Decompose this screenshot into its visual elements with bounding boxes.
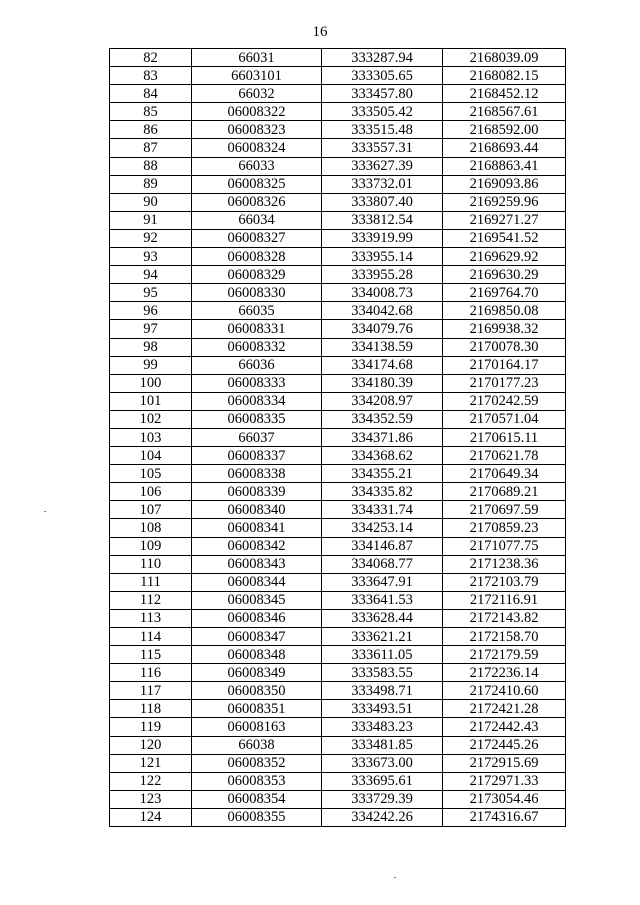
point-id-cell: 06008332 bbox=[192, 338, 322, 356]
point-number-cell: 100 bbox=[110, 374, 192, 392]
y-coordinate-cell: 2168452.12 bbox=[443, 85, 566, 103]
table-row bbox=[110, 410, 566, 428]
point-number-cell: 94 bbox=[110, 266, 192, 284]
table-row bbox=[110, 609, 566, 627]
point-number-cell: 85 bbox=[110, 103, 192, 121]
x-coordinate-cell: 333812.54 bbox=[322, 211, 443, 229]
y-coordinate-cell: 2170621.78 bbox=[443, 447, 566, 465]
table-row bbox=[110, 157, 566, 175]
x-coordinate-cell: 333641.53 bbox=[322, 591, 443, 609]
y-coordinate-cell: 2172445.26 bbox=[443, 736, 566, 754]
y-coordinate-cell: 2174316.67 bbox=[443, 808, 566, 826]
point-id-cell: 06008345 bbox=[192, 591, 322, 609]
table-row bbox=[110, 519, 566, 537]
y-coordinate-cell: 2169629.92 bbox=[443, 248, 566, 266]
point-id-cell: 06008340 bbox=[192, 501, 322, 519]
point-id-cell: 06008344 bbox=[192, 573, 322, 591]
point-number-cell: 116 bbox=[110, 664, 192, 682]
point-number-cell: 117 bbox=[110, 682, 192, 700]
y-coordinate-cell: 2172915.69 bbox=[443, 754, 566, 772]
point-number-cell: 84 bbox=[110, 85, 192, 103]
point-number-cell: 109 bbox=[110, 537, 192, 555]
table-row bbox=[110, 266, 566, 284]
table-row bbox=[110, 49, 566, 67]
x-coordinate-cell: 333695.61 bbox=[322, 772, 443, 790]
x-coordinate-cell: 333557.31 bbox=[322, 139, 443, 157]
x-coordinate-cell: 333732.01 bbox=[322, 175, 443, 193]
point-number-cell: 123 bbox=[110, 790, 192, 808]
point-id-cell: 06008342 bbox=[192, 537, 322, 555]
y-coordinate-cell: 2170697.59 bbox=[443, 501, 566, 519]
y-coordinate-cell: 2168039.09 bbox=[443, 49, 566, 67]
point-number-cell: 103 bbox=[110, 428, 192, 446]
y-coordinate-cell: 2169630.29 bbox=[443, 266, 566, 284]
y-coordinate-cell: 2169850.08 bbox=[443, 302, 566, 320]
x-coordinate-cell: 334180.39 bbox=[322, 374, 443, 392]
table-row bbox=[110, 248, 566, 266]
table-row bbox=[110, 736, 566, 754]
x-coordinate-cell: 333498.71 bbox=[322, 682, 443, 700]
point-number-cell: 82 bbox=[110, 49, 192, 67]
x-coordinate-cell: 334242.26 bbox=[322, 808, 443, 826]
point-number-cell: 98 bbox=[110, 338, 192, 356]
x-coordinate-cell: 334335.82 bbox=[322, 483, 443, 501]
point-id-cell: 06008331 bbox=[192, 320, 322, 338]
x-coordinate-cell: 333627.39 bbox=[322, 157, 443, 175]
x-coordinate-cell: 333919.99 bbox=[322, 229, 443, 247]
y-coordinate-cell: 2169938.32 bbox=[443, 320, 566, 338]
point-number-cell: 113 bbox=[110, 609, 192, 627]
y-coordinate-cell: 2168693.44 bbox=[443, 139, 566, 157]
point-number-cell: 112 bbox=[110, 591, 192, 609]
point-id-cell: 06008323 bbox=[192, 121, 322, 139]
table-row bbox=[110, 338, 566, 356]
point-id-cell: 06008353 bbox=[192, 772, 322, 790]
point-number-cell: 110 bbox=[110, 555, 192, 573]
x-coordinate-cell: 333457.80 bbox=[322, 85, 443, 103]
point-id-cell: 06008325 bbox=[192, 175, 322, 193]
x-coordinate-cell: 334008.73 bbox=[322, 284, 443, 302]
x-coordinate-cell: 333628.44 bbox=[322, 609, 443, 627]
y-coordinate-cell: 2170689.21 bbox=[443, 483, 566, 501]
y-coordinate-cell: 2170649.34 bbox=[443, 465, 566, 483]
table-row bbox=[110, 465, 566, 483]
point-id-cell: 06008346 bbox=[192, 609, 322, 627]
point-id-cell: 66034 bbox=[192, 211, 322, 229]
table-row bbox=[110, 754, 566, 772]
table-row bbox=[110, 103, 566, 121]
point-id-cell: 06008330 bbox=[192, 284, 322, 302]
point-id-cell: 06008339 bbox=[192, 483, 322, 501]
point-number-cell: 96 bbox=[110, 302, 192, 320]
point-number-cell: 105 bbox=[110, 465, 192, 483]
table-row bbox=[110, 555, 566, 573]
table-row bbox=[110, 67, 566, 85]
point-number-cell: 108 bbox=[110, 519, 192, 537]
point-id-cell: 06008326 bbox=[192, 193, 322, 211]
table-row bbox=[110, 284, 566, 302]
y-coordinate-cell: 2170615.11 bbox=[443, 428, 566, 446]
x-coordinate-cell: 334042.68 bbox=[322, 302, 443, 320]
point-number-cell: 88 bbox=[110, 157, 192, 175]
point-id-cell: 06008322 bbox=[192, 103, 322, 121]
table-row bbox=[110, 121, 566, 139]
point-id-cell: 66032 bbox=[192, 85, 322, 103]
point-id-cell: 06008329 bbox=[192, 266, 322, 284]
point-id-cell: 06008163 bbox=[192, 718, 322, 736]
y-coordinate-cell: 2169259.96 bbox=[443, 193, 566, 211]
point-number-cell: 97 bbox=[110, 320, 192, 338]
y-coordinate-cell: 2172158.70 bbox=[443, 628, 566, 646]
point-id-cell: 06008347 bbox=[192, 628, 322, 646]
point-id-cell: 6603101 bbox=[192, 67, 322, 85]
table-row bbox=[110, 175, 566, 193]
table-row bbox=[110, 682, 566, 700]
point-id-cell: 06008352 bbox=[192, 754, 322, 772]
point-id-cell: 06008354 bbox=[192, 790, 322, 808]
table-row bbox=[110, 537, 566, 555]
y-coordinate-cell: 2169271.27 bbox=[443, 211, 566, 229]
point-id-cell: 06008338 bbox=[192, 465, 322, 483]
table-row bbox=[110, 85, 566, 103]
point-id-cell: 06008333 bbox=[192, 374, 322, 392]
point-id-cell: 06008334 bbox=[192, 392, 322, 410]
x-coordinate-cell: 333611.05 bbox=[322, 646, 443, 664]
point-id-cell: 06008328 bbox=[192, 248, 322, 266]
point-id-cell: 06008350 bbox=[192, 682, 322, 700]
y-coordinate-cell: 2170571.04 bbox=[443, 410, 566, 428]
y-coordinate-cell: 2172143.82 bbox=[443, 609, 566, 627]
x-coordinate-cell: 334079.76 bbox=[322, 320, 443, 338]
x-coordinate-cell: 333515.48 bbox=[322, 121, 443, 139]
table-row bbox=[110, 302, 566, 320]
point-id-cell: 66037 bbox=[192, 428, 322, 446]
y-coordinate-cell: 2168567.61 bbox=[443, 103, 566, 121]
point-id-cell: 66031 bbox=[192, 49, 322, 67]
x-coordinate-cell: 334352.59 bbox=[322, 410, 443, 428]
table-row bbox=[110, 628, 566, 646]
point-id-cell: 06008349 bbox=[192, 664, 322, 682]
x-coordinate-cell: 333481.85 bbox=[322, 736, 443, 754]
table-row bbox=[110, 356, 566, 374]
table-row bbox=[110, 808, 566, 826]
table-row bbox=[110, 447, 566, 465]
y-coordinate-cell: 2172236.14 bbox=[443, 664, 566, 682]
point-number-cell: 115 bbox=[110, 646, 192, 664]
y-coordinate-cell: 2169541.52 bbox=[443, 229, 566, 247]
point-number-cell: 106 bbox=[110, 483, 192, 501]
y-coordinate-cell: 2171077.75 bbox=[443, 537, 566, 555]
y-coordinate-cell: 2171238.36 bbox=[443, 555, 566, 573]
point-id-cell: 06008335 bbox=[192, 410, 322, 428]
table-row bbox=[110, 392, 566, 410]
x-coordinate-cell: 333729.39 bbox=[322, 790, 443, 808]
y-coordinate-cell: 2172116.91 bbox=[443, 591, 566, 609]
x-coordinate-cell: 333955.14 bbox=[322, 248, 443, 266]
table-row bbox=[110, 501, 566, 519]
point-number-cell: 107 bbox=[110, 501, 192, 519]
point-number-cell: 122 bbox=[110, 772, 192, 790]
y-coordinate-cell: 2173054.46 bbox=[443, 790, 566, 808]
y-coordinate-cell: 2169764.70 bbox=[443, 284, 566, 302]
point-number-cell: 90 bbox=[110, 193, 192, 211]
x-coordinate-cell: 334371.86 bbox=[322, 428, 443, 446]
x-coordinate-cell: 333493.51 bbox=[322, 700, 443, 718]
x-coordinate-cell: 334355.21 bbox=[322, 465, 443, 483]
point-number-cell: 93 bbox=[110, 248, 192, 266]
x-coordinate-cell: 333287.94 bbox=[322, 49, 443, 67]
y-coordinate-cell: 2168863.41 bbox=[443, 157, 566, 175]
table-row bbox=[110, 193, 566, 211]
y-coordinate-cell: 2172103.79 bbox=[443, 573, 566, 591]
point-number-cell: 101 bbox=[110, 392, 192, 410]
point-id-cell: 66036 bbox=[192, 356, 322, 374]
table-row bbox=[110, 790, 566, 808]
y-coordinate-cell: 2172179.59 bbox=[443, 646, 566, 664]
point-number-cell: 86 bbox=[110, 121, 192, 139]
point-number-cell: 99 bbox=[110, 356, 192, 374]
table-row bbox=[110, 374, 566, 392]
coordinates-table bbox=[109, 48, 566, 827]
x-coordinate-cell: 333807.40 bbox=[322, 193, 443, 211]
x-coordinate-cell: 333647.91 bbox=[322, 573, 443, 591]
y-coordinate-cell: 2170242.59 bbox=[443, 392, 566, 410]
table-row bbox=[110, 664, 566, 682]
point-number-cell: 87 bbox=[110, 139, 192, 157]
point-id-cell: 06008337 bbox=[192, 447, 322, 465]
x-coordinate-cell: 333305.65 bbox=[322, 67, 443, 85]
table-row bbox=[110, 428, 566, 446]
y-coordinate-cell: 2170078.30 bbox=[443, 338, 566, 356]
x-coordinate-cell: 333673.00 bbox=[322, 754, 443, 772]
coordinates-table-body bbox=[110, 49, 566, 827]
y-coordinate-cell: 2170177.23 bbox=[443, 374, 566, 392]
table-row bbox=[110, 483, 566, 501]
x-coordinate-cell: 334174.68 bbox=[322, 356, 443, 374]
point-id-cell: 66038 bbox=[192, 736, 322, 754]
point-id-cell: 06008343 bbox=[192, 555, 322, 573]
point-number-cell: 120 bbox=[110, 736, 192, 754]
y-coordinate-cell: 2172421.28 bbox=[443, 700, 566, 718]
point-id-cell: 06008351 bbox=[192, 700, 322, 718]
point-id-cell: 06008348 bbox=[192, 646, 322, 664]
x-coordinate-cell: 333583.55 bbox=[322, 664, 443, 682]
x-coordinate-cell: 333955.28 bbox=[322, 266, 443, 284]
point-number-cell: 83 bbox=[110, 67, 192, 85]
table-row bbox=[110, 591, 566, 609]
x-coordinate-cell: 334208.97 bbox=[322, 392, 443, 410]
x-coordinate-cell: 333505.42 bbox=[322, 103, 443, 121]
table-row bbox=[110, 646, 566, 664]
point-number-cell: 91 bbox=[110, 211, 192, 229]
point-number-cell: 89 bbox=[110, 175, 192, 193]
x-coordinate-cell: 334068.77 bbox=[322, 555, 443, 573]
y-coordinate-cell: 2168592.00 bbox=[443, 121, 566, 139]
table-row bbox=[110, 718, 566, 736]
y-coordinate-cell: 2172442.43 bbox=[443, 718, 566, 736]
y-coordinate-cell: 2170164.17 bbox=[443, 356, 566, 374]
table-row bbox=[110, 772, 566, 790]
x-coordinate-cell: 333483.23 bbox=[322, 718, 443, 736]
table-row bbox=[110, 211, 566, 229]
point-number-cell: 111 bbox=[110, 573, 192, 591]
point-id-cell: 06008324 bbox=[192, 139, 322, 157]
x-coordinate-cell: 334368.62 bbox=[322, 447, 443, 465]
table-row bbox=[110, 320, 566, 338]
x-coordinate-cell: 333621.21 bbox=[322, 628, 443, 646]
y-coordinate-cell: 2168082.15 bbox=[443, 67, 566, 85]
point-number-cell: 95 bbox=[110, 284, 192, 302]
y-coordinate-cell: 2170859.23 bbox=[443, 519, 566, 537]
scan-speck bbox=[394, 877, 396, 878]
page-number: 16 bbox=[312, 24, 328, 40]
x-coordinate-cell: 334138.59 bbox=[322, 338, 443, 356]
x-coordinate-cell: 334253.14 bbox=[322, 519, 443, 537]
scan-speck bbox=[44, 511, 46, 512]
y-coordinate-cell: 2172971.33 bbox=[443, 772, 566, 790]
point-number-cell: 102 bbox=[110, 410, 192, 428]
point-number-cell: 121 bbox=[110, 754, 192, 772]
table-row bbox=[110, 700, 566, 718]
point-number-cell: 119 bbox=[110, 718, 192, 736]
point-id-cell: 06008355 bbox=[192, 808, 322, 826]
point-id-cell: 06008341 bbox=[192, 519, 322, 537]
table-row bbox=[110, 229, 566, 247]
x-coordinate-cell: 334146.87 bbox=[322, 537, 443, 555]
point-number-cell: 118 bbox=[110, 700, 192, 718]
point-number-cell: 114 bbox=[110, 628, 192, 646]
table-row bbox=[110, 573, 566, 591]
x-coordinate-cell: 334331.74 bbox=[322, 501, 443, 519]
point-id-cell: 66035 bbox=[192, 302, 322, 320]
point-id-cell: 06008327 bbox=[192, 229, 322, 247]
point-number-cell: 104 bbox=[110, 447, 192, 465]
table-row bbox=[110, 139, 566, 157]
y-coordinate-cell: 2172410.60 bbox=[443, 682, 566, 700]
y-coordinate-cell: 2169093.86 bbox=[443, 175, 566, 193]
point-id-cell: 66033 bbox=[192, 157, 322, 175]
point-number-cell: 92 bbox=[110, 229, 192, 247]
point-number-cell: 124 bbox=[110, 808, 192, 826]
